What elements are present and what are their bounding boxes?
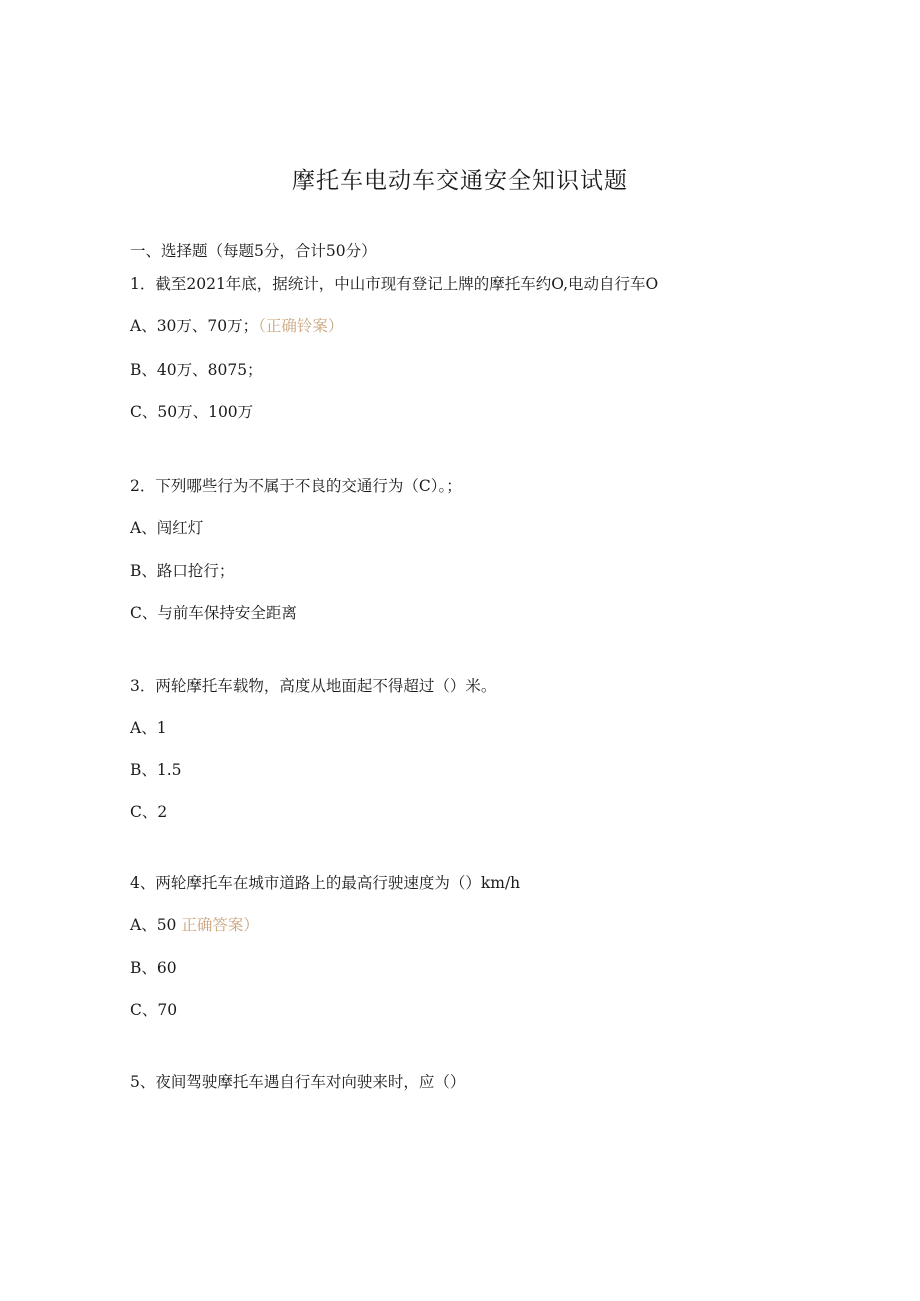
question-1-stem: 1．截至2021年底，据统计，中山市现有登记上牌的摩托车约O,电动自行车O [130, 275, 659, 293]
question-1-option-b: B、40万、8075； [130, 361, 263, 379]
question-2-stem: 2．下列哪些行为不属于不良的交通行为（C）。； [130, 477, 462, 495]
question-3-option-c: C、2 [130, 803, 168, 821]
question-3-option-b: B、1.5 [130, 761, 182, 779]
question-2-option-b: B、路口抢行； [130, 562, 235, 580]
question-3-stem: 3．两轮摩托车载物，高度从地面起不得超过（）米。 [130, 677, 497, 695]
question-3-option-a: A、1 [130, 719, 167, 737]
question-4-stem: 4、两轮摩托车在城市道路上的最高行驶速度为（）km/h [130, 874, 521, 892]
question-5-stem: 5、夜间驾驶摩托车遇自行车对向驶来时，应（） [130, 1073, 466, 1091]
question-2-option-a: A、闯红灯 [130, 519, 204, 537]
question-1-option-c: C、50万、100万 [130, 403, 254, 421]
question-2-option-c: C、与前车保持安全距离 [130, 604, 297, 622]
section-heading: 一、选择题（每题5分，合计50分） [130, 242, 377, 260]
answer-note: 正确答案） [181, 916, 259, 934]
answer-note: （正确铃案） [258, 317, 344, 335]
question-4-option-a [130, 914, 259, 936]
option-text: A、50 [130, 916, 177, 934]
option-text: A、30万、70万； [130, 317, 259, 335]
page-title: 摩托车电动车交通安全知识试题 [292, 168, 628, 194]
question-4-option-c: C、70 [130, 1001, 178, 1019]
question-4-option-b: B、60 [130, 959, 177, 977]
question-1-option-a [130, 315, 343, 337]
